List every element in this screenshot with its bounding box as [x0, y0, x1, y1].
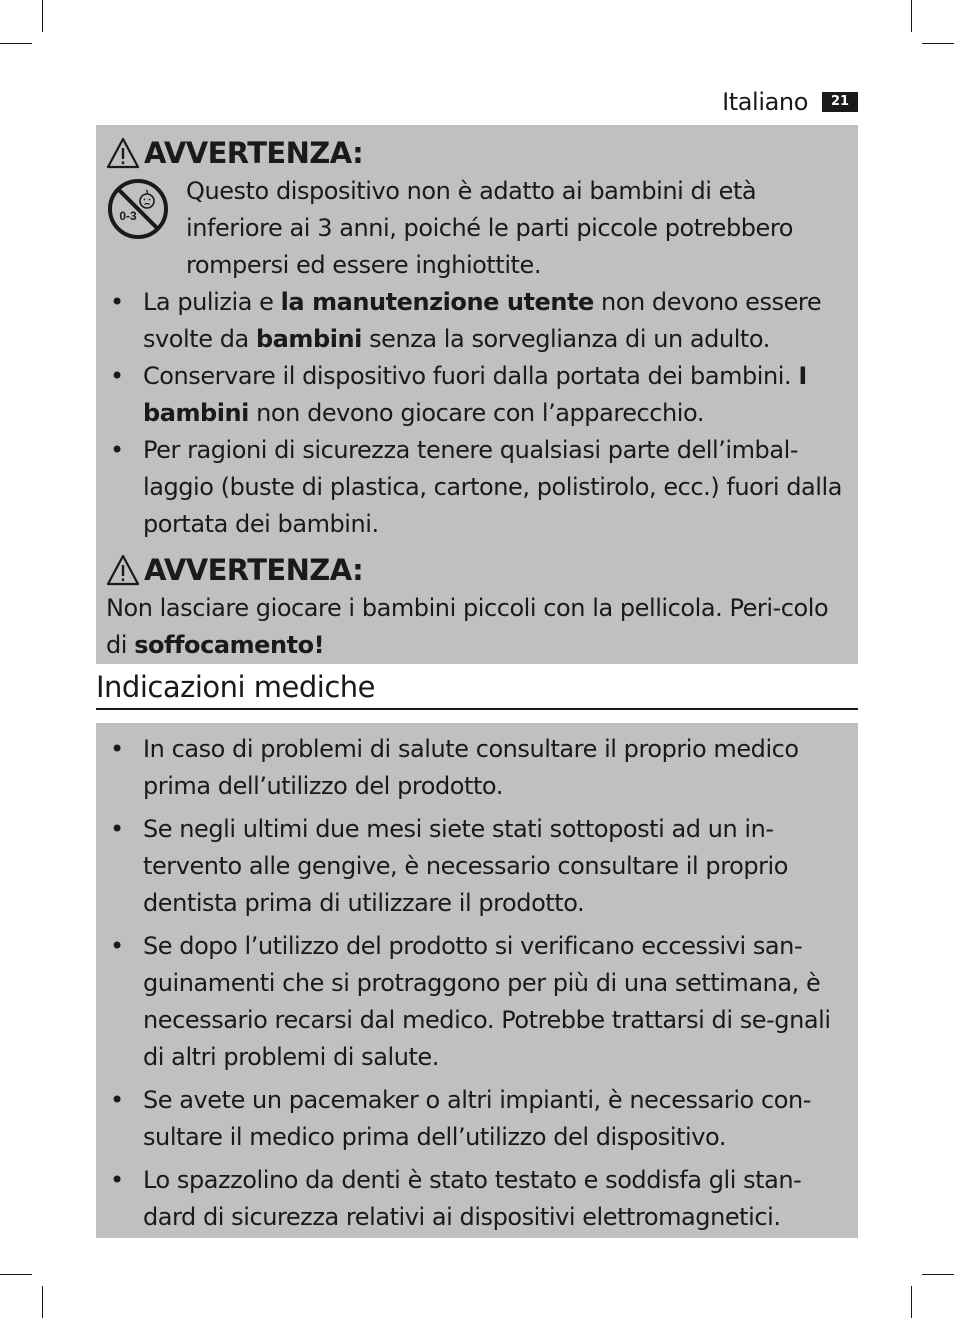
not-for-children-icon — [106, 177, 170, 241]
crop-mark — [911, 0, 912, 32]
age-range-label: 0-3 — [119, 209, 137, 223]
section-title: Indicazioni mediche — [96, 665, 858, 710]
language-label: Italiano — [722, 88, 808, 116]
warning-box — [96, 125, 858, 664]
list-item: • In caso di problemi di salute consultare il proprio medico prima dell’utilizzo del prodotto. — [106, 731, 850, 805]
list-item: • Se negli ultimi due mesi siete stati sottoposti ad un in-tervento alle gengive, è necessario consultare il proprio dentista prima di utilizzare il prodotto. — [106, 811, 850, 922]
list-item: • Lo spazzolino da denti è stato testato e soddisfa gli stan-dard di sicurezza relativi ai dispositivi elettromagnetici. — [106, 1162, 850, 1236]
warning-intro-text: Questo dispositivo non è adatto ai bambini di età inferiore ai 3 anni, poiché le parti piccole potrebbero rompersi ed essere inghiottite. — [186, 177, 793, 279]
warning-heading — [106, 550, 850, 590]
warning-title: AVVERTENZA: — [144, 553, 364, 587]
warning-triangle-icon — [106, 554, 140, 586]
warning-triangle-icon — [106, 137, 140, 169]
warning-heading — [106, 133, 850, 173]
crop-mark — [0, 43, 32, 44]
crop-mark — [922, 1274, 954, 1275]
crop-mark — [42, 0, 43, 32]
warning-title: AVVERTENZA: — [144, 136, 364, 170]
medical-list — [106, 731, 850, 1236]
list-item: • La pulizia e la manutenzione utente non devono essere svolte da bambini senza la sorveglianza di un adulto. — [106, 284, 850, 358]
crop-mark — [0, 1274, 32, 1275]
crop-mark — [922, 43, 954, 44]
page-number: 21 — [822, 92, 858, 112]
warning-list — [106, 284, 850, 543]
crop-mark — [911, 1286, 912, 1318]
list-item: • Conservare il dispositivo fuori dalla portata dei bambini. I bambini non devono giocare con l’apparecchio. — [106, 358, 850, 432]
list-item: • Se dopo l’utilizzo del prodotto si verificano eccessivi san-guinamenti che si protraggono per più di una settimana, è necessario recarsi dal medico. Potrebbe trattarsi di se-gnali di altri problemi di salute. — [106, 928, 850, 1076]
list-item: • Se avete un pacemaker o altri impianti, è necessario con-sultare il medico prima dell’utilizzo del dispositivo. — [106, 1082, 850, 1156]
page-header — [722, 88, 858, 116]
warning-text: Non lasciare giocare i bambini piccoli con la pellicola. Peri-colo di soffocamento! — [106, 594, 829, 659]
list-item: • Per ragioni di sicurezza tenere qualsiasi parte dell’imbal-laggio (buste di plastica, cartone, polistirolo, ecc.) fuori dalla portata dei bambini. — [106, 432, 850, 543]
crop-mark — [42, 1286, 43, 1318]
medical-info-box — [96, 723, 858, 1238]
